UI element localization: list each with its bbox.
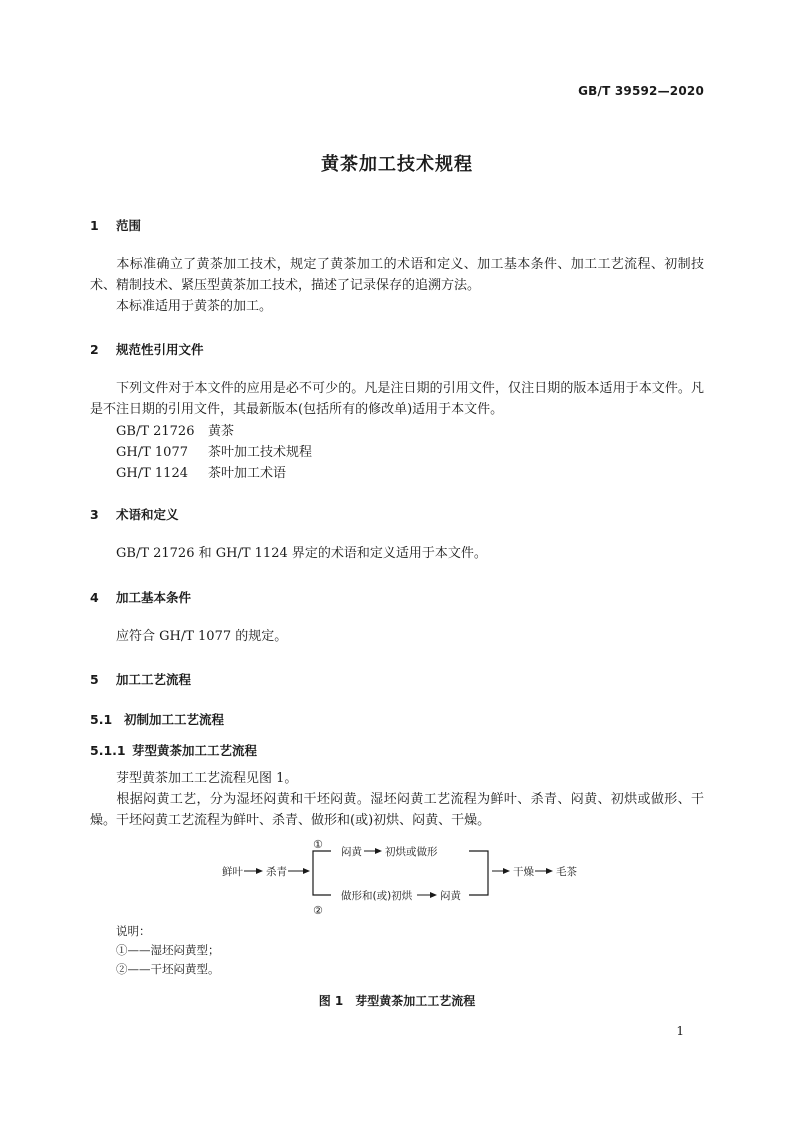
reference-item <box>116 462 286 481</box>
paragraph-text: 本标准确立了黄茶加工技术，规定了黄茶加工的术语和定义、加工基本条件、加工工艺流程、初制技术、精制技术、紧压型黄茶加工技术，描述了记录保存的追溯方法。 <box>90 257 704 293</box>
reference-code: GB/T 21726 <box>116 424 195 439</box>
flow-node-fixing: 杀青 <box>266 866 287 878</box>
section-number: 3 <box>90 507 99 522</box>
marker-2: ② <box>313 904 323 917</box>
section-2-paragraph-1 <box>90 378 704 420</box>
section-number: 5.1.1 <box>90 743 126 758</box>
figure-note-2: ②——干坯闷黄型。 <box>116 962 220 976</box>
section-3-paragraph-1 <box>90 543 704 564</box>
section-number: 4 <box>90 590 99 605</box>
section-title: 加工工艺流程 <box>116 672 192 687</box>
flow-node-lower-yellowing: 闷黄 <box>440 890 461 902</box>
reference-item <box>116 420 234 439</box>
section-number: 1 <box>90 218 99 233</box>
section-5-1-heading <box>90 710 224 728</box>
paragraph-text: GB/T 21726 和 GH/T 1124 界定的术语和定义适用于本文件。 <box>116 546 487 561</box>
right-bracket <box>469 851 488 895</box>
flow-node-drying: 干燥 <box>513 866 534 878</box>
section-number: 2 <box>90 342 99 357</box>
section-3-heading <box>90 505 179 523</box>
flow-node-crude-tea: 毛茶 <box>556 866 577 878</box>
reference-code: GH/T 1077 <box>116 445 188 460</box>
paragraph-text: 下列文件对于本文件的应用是必不可少的。凡是注日期的引用文件，仅注日期的版本适用于本文件。凡是不注日期的引用文件，其最新版本(包括所有的修改单)适用于本文件。 <box>90 381 704 417</box>
paragraph-text: 根据闷黄工艺，分为湿坯闷黄和干坯闷黄。湿坯闷黄工艺流程为鲜叶、杀青、闷黄、初烘或做形、干燥。干坯闷黄工艺流程为鲜叶、杀青、做形和(或)初烘、闷黄、干燥。 <box>90 792 704 828</box>
section-4-heading <box>90 588 191 606</box>
section-1-heading <box>90 216 141 234</box>
section-1-paragraph-2 <box>90 296 704 317</box>
flow-node-fresh-leaf: 鲜叶 <box>222 866 243 878</box>
reference-code: GH/T 1124 <box>116 466 188 481</box>
section-5-heading <box>90 670 191 688</box>
marker-1: ① <box>313 838 323 851</box>
reference-name: 黄茶 <box>208 424 235 439</box>
paragraph-text: 芽型黄茶加工工艺流程见图 1。 <box>116 771 298 786</box>
section-title: 初制加工工艺流程 <box>124 712 225 727</box>
flow-node-upper-yellowing: 闷黄 <box>341 846 362 858</box>
figure-notes-title: 说明： <box>116 924 151 938</box>
section-number: 5 <box>90 672 99 687</box>
section-5-1-1-heading <box>90 741 257 759</box>
reference-item <box>116 441 312 460</box>
section-title: 加工基本条件 <box>116 590 192 605</box>
section-5-1-1-paragraph-2 <box>90 789 704 831</box>
process-flow-diagram <box>0 835 794 920</box>
paragraph-text: 本标准适用于黄茶的加工。 <box>116 299 273 314</box>
standard-number: GB/T 39592—2020 <box>578 84 704 98</box>
section-title: 芽型黄茶加工工艺流程 <box>132 743 258 758</box>
section-5-1-1-paragraph-1 <box>90 768 704 789</box>
section-title: 术语和定义 <box>116 507 179 522</box>
figure-note-1: ①——湿坯闷黄型； <box>116 943 220 957</box>
flow-node-upper-drying-or-shaping: 初烘或做形 <box>385 846 438 858</box>
reference-name: 茶叶加工技术规程 <box>208 445 313 460</box>
left-bracket <box>313 851 331 895</box>
section-title: 规范性引用文件 <box>116 342 204 357</box>
flow-node-lower-shaping-drying: 做形和(或)初烘 <box>341 890 413 902</box>
section-number: 5.1 <box>90 712 113 727</box>
section-2-heading <box>90 340 204 358</box>
paragraph-text: 应符合 GH/T 1077 的规定。 <box>116 629 288 644</box>
section-1-paragraph-1 <box>90 254 704 296</box>
figure-caption: 图 1 芽型黄茶加工工艺流程 <box>318 994 476 1008</box>
section-4-paragraph-1 <box>90 626 704 647</box>
section-title: 范围 <box>116 218 142 233</box>
page-number: 1 <box>676 1024 684 1038</box>
reference-name: 茶叶加工术语 <box>208 466 287 481</box>
document-title: 黄茶加工技术规程 <box>321 154 473 175</box>
